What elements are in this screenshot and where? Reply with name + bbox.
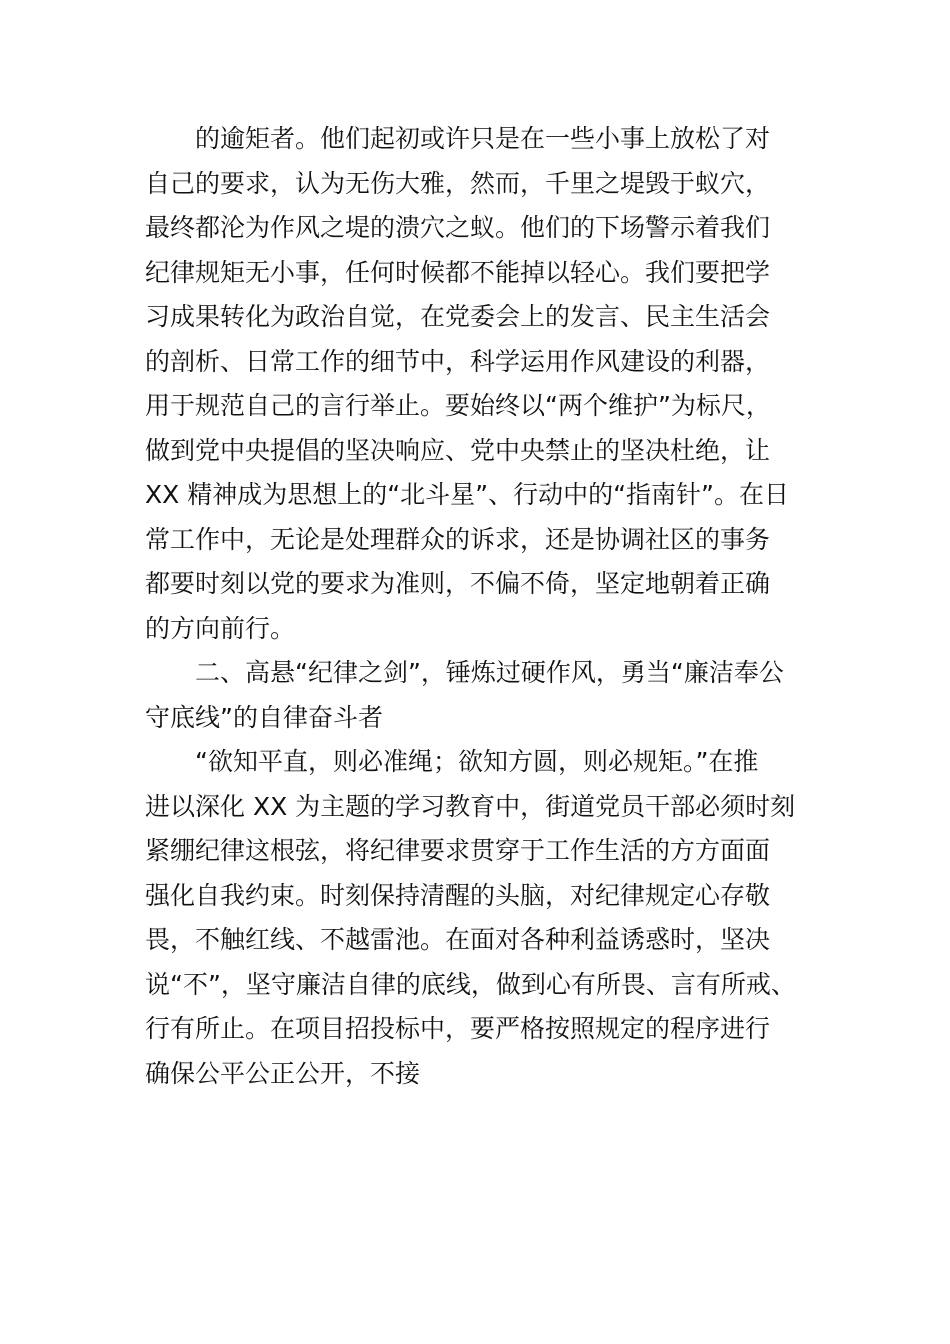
text-line: 说“不”，坚守廉洁自律的底线，做到心有所畏、言有所戒、 [145,969,796,999]
text-line: XX 精神成为思想上的“北斗星”、行动中的“指南针”。在日 [145,480,790,509]
section-heading [145,651,810,740]
paragraph-p1 [145,117,810,651]
text-line: 的逾矩者。他们起初或许只是在一些小事上放松了对 [195,124,771,153]
heading-line: 守底线”的自律奋斗者 [145,702,383,732]
text-line: “欲知平直，则必准绳；欲知方圆，则必规矩。”在推 [195,747,759,776]
text-line: 做到党中央提倡的坚决响应、党中央禁止的坚决杜绝，让 [145,435,771,465]
text-line: 进以深化 XX 为主题的学习教育中，街道党员干部必须时刻 [145,791,796,821]
text-line: 畏，不触红线、不越雷池。在面对各种利益诱惑时，坚决 [145,925,771,954]
heading-line: 二、高悬“纪律之剑”，锤炼过硬作风，勇当“廉洁奉公 [195,658,784,687]
text-line: 最终都沦为作风之堤的溃穴之蚁。他们的下场警示着我们 [145,213,771,242]
text-line: 习成果转化为政治自觉，在党委会上的发言、民主生活会 [145,302,771,331]
text-line: 常工作中，无论是处理群众的诉求，还是协调社区的事务 [145,524,771,554]
text-line: 纪律规矩无小事，任何时候都不能掉以轻心。我们要把学 [145,257,771,287]
text-line: 的方向前行。 [145,613,296,643]
text-line: 确保公平公正公开，不接 [145,1058,421,1088]
paragraph-p2 [145,740,810,1096]
text-line: 强化自我约束。时刻保持清醒的头脑，对纪律规定心存敬 [145,880,771,910]
text-line: 行有所止。在项目招投标中，要严格按照规定的程序进行 [145,1014,771,1043]
text-line: 紧绷纪律这根弦，将纪律要求贯穿于工作生活的方方面面 [145,836,771,865]
text-line: 用于规范自己的言行举止。要始终以“两个维护”为标尺， [145,391,771,420]
text-line: 都要时刻以党的要求为准则，不偏不倚，坚定地朝着正确 [145,569,771,598]
text-line: 的剖析、日常工作的细节中，科学运用作风建设的利器， [145,346,771,376]
body-text [145,117,810,1096]
text-line: 自己的要求，认为无伤大雅，然而，千里之堤毁于蚁穴， [145,168,771,198]
